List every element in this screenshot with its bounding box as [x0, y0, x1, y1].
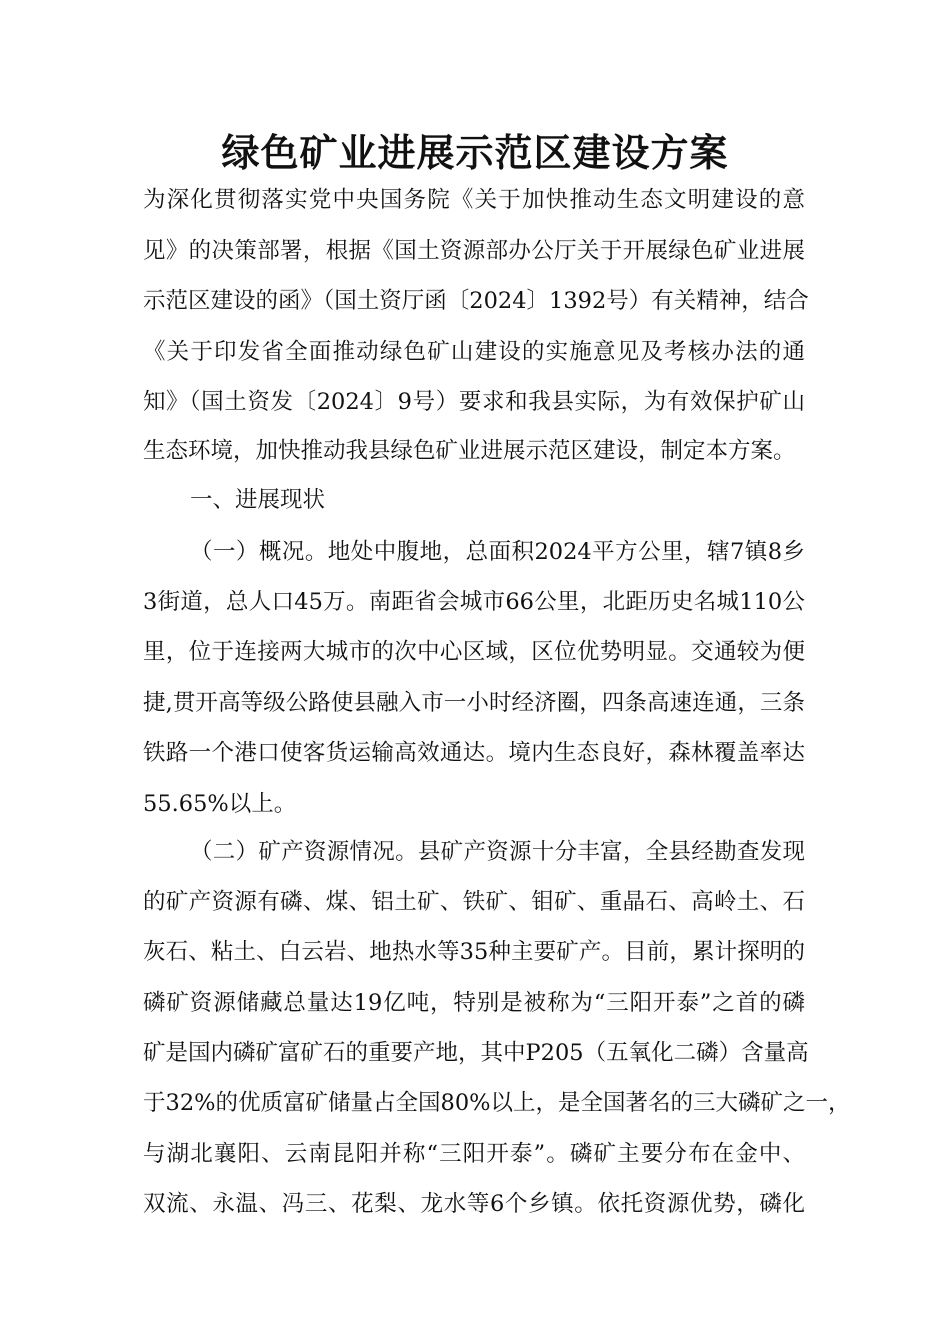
body-line: 灰石、粘土、白云岩、地热水等35种主要矿产。目前，累计探明的	[143, 939, 805, 965]
body-line: 知》（国土资发〔2024〕9号）要求和我县实际，为有效保护矿山	[143, 389, 805, 415]
body-line: 生态环境，加快推动我县绿色矿业进展示范区建设，制定本方案。	[143, 438, 796, 464]
body-line: 的矿产资源有磷、煤、铝土矿、铁矿、钼矿、重晶石、高岭土、石	[143, 889, 805, 915]
body-line: （一）概况。地处中腹地，总面积2024平方公里，辖7镇8乡	[190, 539, 805, 565]
body-line: 3街道，总人口45万。南距省会城市66公里，北距历史名城110公	[143, 589, 805, 615]
body-line: 55.65%以上。	[143, 791, 297, 817]
body-line: 磷矿资源储藏总量达19亿吨，特别是被称为“三阳开泰”之首的磷	[143, 990, 805, 1016]
body-line: 为深化贯彻落实党中央国务院《关于加快推动生态文明建设的意	[143, 187, 805, 213]
body-line: 铁路一个港口使客货运输高效通达。境内生态良好，森林覆盖率达	[143, 740, 805, 766]
document-title: 绿色矿业进展示范区建设方案	[221, 130, 729, 175]
body-line: 双流、永温、冯三、花梨、龙水等6个乡镇。依托资源优势，磷化	[143, 1191, 805, 1217]
body-line: 里，位于连接两大城市的次中心区域，区位优势明显。交通较为便	[143, 639, 805, 665]
body-line: 见》的决策部署，根据《国土资源部办公厅关于开展绿色矿业进展	[143, 238, 805, 264]
body-line: 与湖北襄阳、云南昆阳并称“三阳开泰”。磷矿主要分布在金中、	[143, 1141, 805, 1167]
body-line: 捷,贯开高等级公路使县融入市一小时经济圈，四条高速连通，三条	[143, 690, 805, 716]
body-line: （二）矿产资源情况。县矿产资源十分丰富，全县经勘查发现	[190, 839, 805, 865]
body-line: 于32%的优质富矿储量占全国80%以上，是全国著名的三大磷矿之一，	[143, 1090, 851, 1116]
body-line: 示范区建设的函》（国土资厅函〔2024〕1392号）有关精神，结合	[143, 288, 809, 314]
body-line: 矿是国内磷矿富矿石的重要产地，其中P205（五氧化二磷）含量高	[143, 1040, 809, 1066]
body-line: 《关于印发省全面推动绿色矿山建设的实施意见及考核办法的通	[143, 339, 805, 365]
section-heading: 一、进展现状	[190, 487, 326, 513]
